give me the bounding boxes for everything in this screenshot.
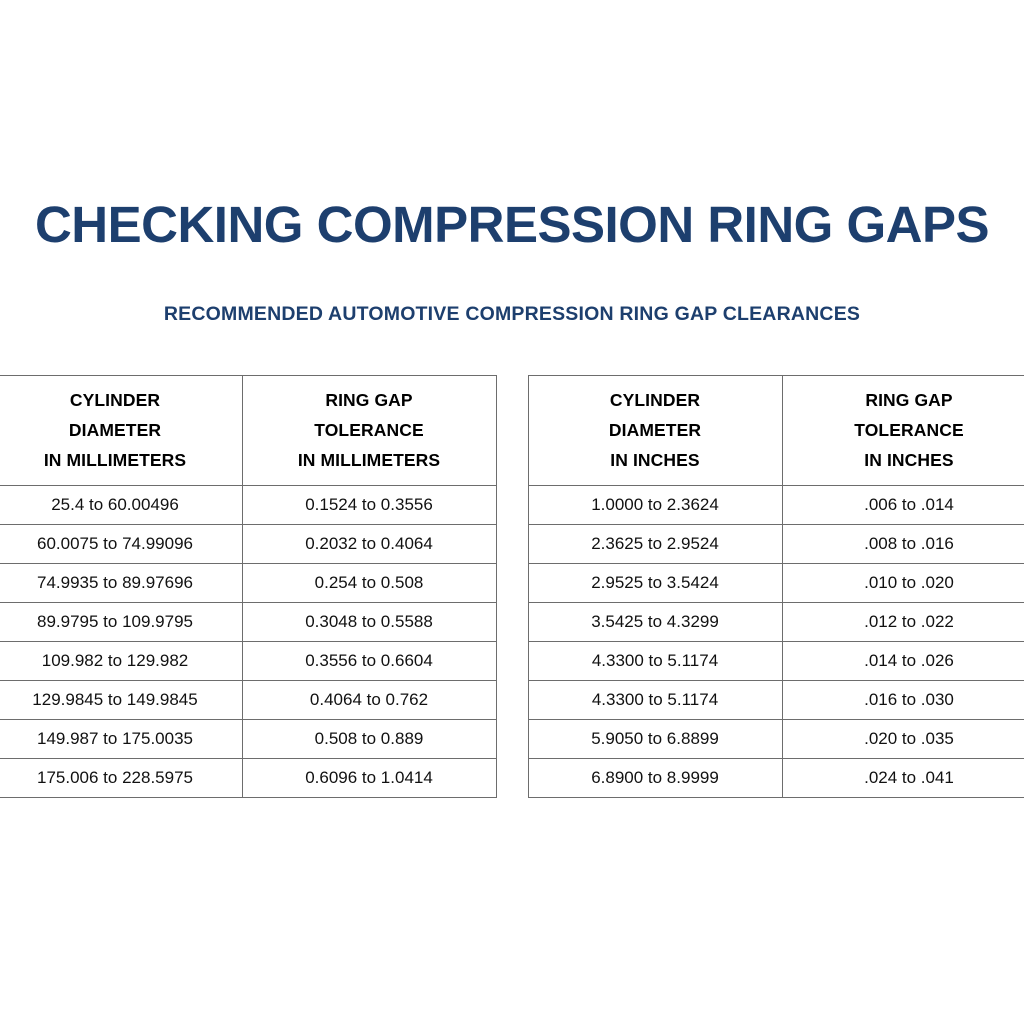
cell-tolerance: .014 to .026 <box>782 642 1024 681</box>
table-row <box>0 486 496 525</box>
header-line: IN MILLIMETERS <box>297 450 441 471</box>
cell-tolerance: 0.4064 to 0.762 <box>242 681 496 720</box>
header-line: DIAMETER <box>68 420 162 441</box>
header-line: RING GAP <box>325 390 413 410</box>
table-row <box>528 486 1024 525</box>
cell-tolerance: .024 to .041 <box>782 759 1024 798</box>
cell-tolerance: 0.2032 to 0.4064 <box>242 525 496 564</box>
metric-table-header <box>0 376 496 486</box>
header-row <box>0 376 496 486</box>
header-line: TOLERANCE <box>314 420 424 441</box>
header-ring-gap-tolerance-mm <box>242 376 496 486</box>
header-line: IN INCHES <box>864 450 954 471</box>
table-row <box>0 603 496 642</box>
header-line: TOLERANCE <box>854 420 964 441</box>
cell-diameter: 2.9525 to 3.5424 <box>528 564 782 603</box>
header-line: IN INCHES <box>610 450 700 471</box>
cell-tolerance: .006 to .014 <box>782 486 1024 525</box>
cell-tolerance: .008 to .016 <box>782 525 1024 564</box>
cell-diameter: 6.8900 to 8.9999 <box>528 759 782 798</box>
table-row <box>528 525 1024 564</box>
cell-diameter: 5.9050 to 6.8899 <box>528 720 782 759</box>
table-row <box>528 642 1024 681</box>
header-ring-gap-tolerance-in <box>782 376 1024 486</box>
table-row <box>0 525 496 564</box>
table-row <box>528 603 1024 642</box>
header-line: IN MILLIMETERS <box>43 450 187 471</box>
cell-diameter: 74.9935 to 89.97696 <box>0 564 242 603</box>
cell-tolerance: 0.1524 to 0.3556 <box>242 486 496 525</box>
header-line: RING GAP <box>865 390 953 410</box>
cell-diameter: 1.0000 to 2.3624 <box>528 486 782 525</box>
cell-diameter: 4.3300 to 5.1174 <box>528 642 782 681</box>
page-subtitle: RECOMMENDED AUTOMOTIVE COMPRESSION RING GAP CLEARANCES <box>163 303 861 325</box>
page-title: CHECKING COMPRESSION RING GAPS <box>34 196 990 253</box>
cell-diameter: 3.5425 to 4.3299 <box>528 603 782 642</box>
cell-tolerance: 0.3556 to 0.6604 <box>242 642 496 681</box>
cell-tolerance: .016 to .030 <box>782 681 1024 720</box>
cell-diameter: 149.987 to 175.0035 <box>0 720 242 759</box>
table-row <box>0 759 496 798</box>
table-row <box>0 720 496 759</box>
table-row <box>0 642 496 681</box>
cell-tolerance: .012 to .022 <box>782 603 1024 642</box>
table-row <box>528 720 1024 759</box>
cell-diameter: 60.0075 to 74.99096 <box>0 525 242 564</box>
cell-diameter: 2.3625 to 2.9524 <box>528 525 782 564</box>
cell-diameter: 25.4 to 60.00496 <box>0 486 242 525</box>
cell-tolerance: 0.6096 to 1.0414 <box>242 759 496 798</box>
table-row <box>0 681 496 720</box>
table-row <box>528 681 1024 720</box>
metric-table-body <box>0 486 496 798</box>
header-cylinder-diameter-in <box>528 376 782 486</box>
imperial-table <box>528 375 1024 798</box>
cell-diameter: 89.9795 to 109.9795 <box>0 603 242 642</box>
cell-diameter: 129.9845 to 149.9845 <box>0 681 242 720</box>
cell-diameter: 175.006 to 228.5975 <box>0 759 242 798</box>
cell-diameter: 4.3300 to 5.1174 <box>528 681 782 720</box>
imperial-table-body <box>528 486 1024 798</box>
header-line: CYLINDER <box>69 390 161 410</box>
cell-tolerance: .020 to .035 <box>782 720 1024 759</box>
header-line: DIAMETER <box>608 420 702 441</box>
cell-tolerance: 0.254 to 0.508 <box>242 564 496 603</box>
table-row <box>528 759 1024 798</box>
header-cylinder-diameter-mm <box>0 376 242 486</box>
cell-tolerance: 0.3048 to 0.5588 <box>242 603 496 642</box>
table-row <box>0 564 496 603</box>
table-row <box>528 564 1024 603</box>
metric-table <box>0 375 497 798</box>
cell-diameter: 109.982 to 129.982 <box>0 642 242 681</box>
cell-tolerance: 0.508 to 0.889 <box>242 720 496 759</box>
header-row <box>528 376 1024 486</box>
imperial-table-header <box>528 376 1024 486</box>
header-line: CYLINDER <box>609 390 701 410</box>
tables-container <box>0 375 1024 798</box>
cell-tolerance: .010 to .020 <box>782 564 1024 603</box>
